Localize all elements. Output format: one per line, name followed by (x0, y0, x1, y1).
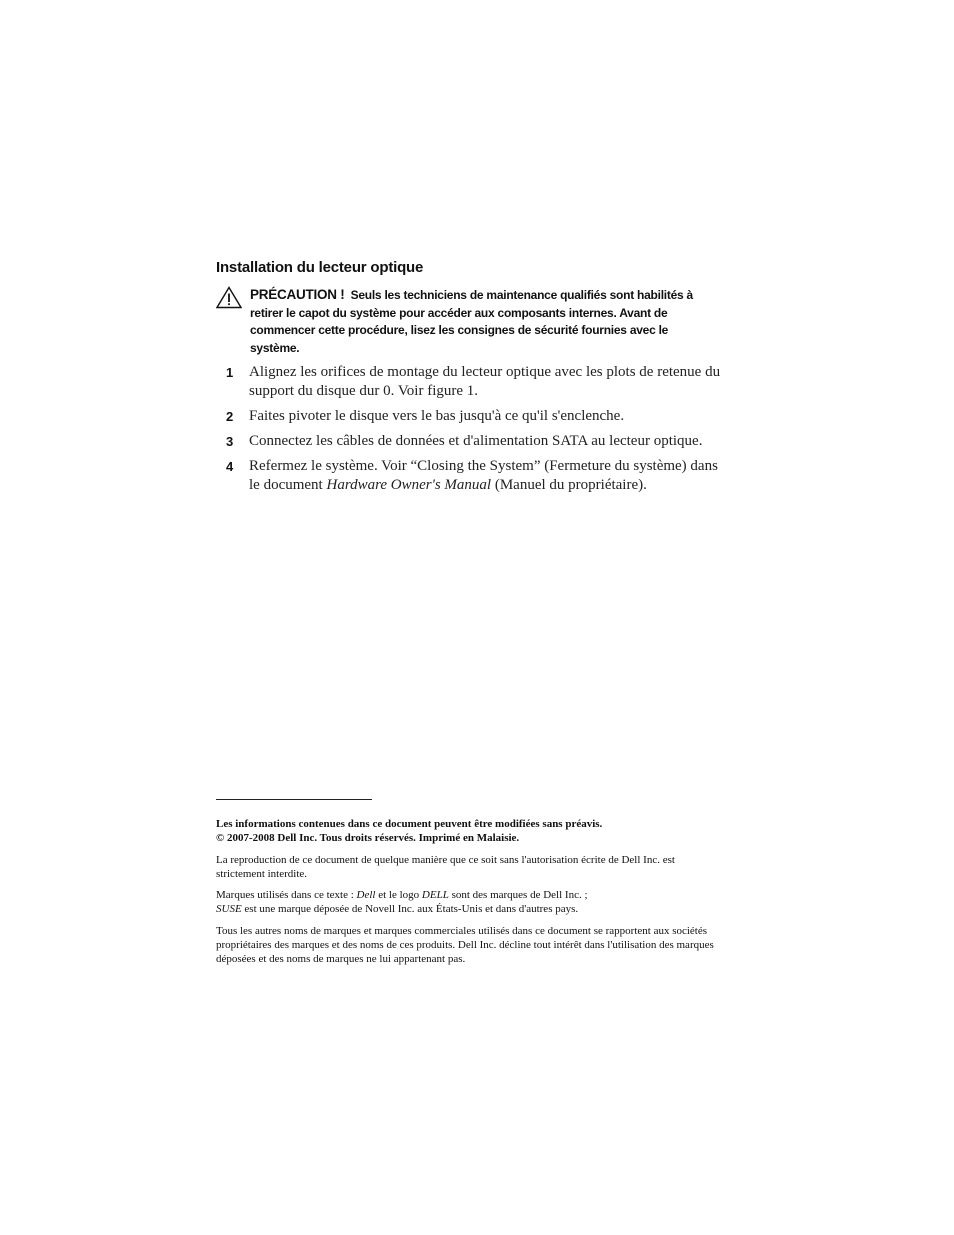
caution-text-block (250, 286, 720, 357)
step-number: 2 (226, 409, 234, 424)
step-number: 1 (226, 365, 234, 380)
trademark-suse: SUSE (216, 903, 242, 916)
step-number: 3 (226, 434, 234, 449)
caution-message: Seuls les techniciens de maintenance qualifiés sont habilités à retirer le capot du système pour accéder aux composants internes. Avant de commencer cette procédure, lisez les consignes de sécurité fournies avec le système. (250, 288, 693, 355)
footnote-divider (216, 799, 372, 800)
legal-bold-block (216, 817, 726, 846)
trademarks-prefix: Marques utilisés dans ce texte : (216, 889, 357, 902)
step-text: Alignez les orifices de montage du lecteur optique avec les plots de retenue du support du disque dur 0. Voir figure 1. (249, 364, 721, 399)
step-item (216, 457, 726, 495)
step-text: Faites pivoter le disque vers le bas jusqu'à ce qu'il s'enclenche. (249, 408, 625, 424)
trademarks-middle: et le logo (375, 889, 422, 902)
manual-title: Hardware Owner's Manual (326, 477, 492, 493)
legal-change-notice: Les informations contenues dans ce document peuvent être modifiées sans préavis. (216, 818, 603, 830)
step-item (216, 363, 726, 401)
section-heading: Installation du lecteur optique (216, 259, 424, 276)
copyright-line: © 2007-2008 Dell Inc. Tous droits réservés. Imprimé en Malaisie. (216, 832, 520, 845)
trademark-dell: Dell (356, 889, 376, 902)
warning-triangle-icon (216, 286, 242, 309)
other-trademarks-notice: Tous les autres noms de marques et marques commerciales utilisés dans ce document se rapportent aux sociétés propriétaires des marques et des noms de ces produits. Dell Inc. décline tout intérêt dans l'utilisation des marques déposées et des noms de marques ne lui appartenant pas. (216, 924, 714, 966)
step-number: 4 (226, 459, 234, 474)
step-text-part: Refermez le système. Voir “Closing the System” (Fermeture du système) dans le document (249, 458, 718, 493)
installation-steps (216, 363, 726, 501)
legal-notice (216, 817, 726, 974)
step-item (216, 432, 726, 451)
caution-label: PRÉCAUTION ! (250, 287, 345, 302)
trademarks-suffix: sont des marques de Dell Inc. ; (448, 889, 588, 902)
reproduction-notice: La reproduction de ce document de quelque manière que ce soit sans l'autorisation écrite de Dell Inc. est strictement interdite. (216, 853, 675, 880)
step-item (216, 407, 726, 426)
step-text-part: (Manuel du propriétaire). (491, 477, 647, 493)
step-text (249, 457, 726, 495)
suse-text: est une marque déposée de Novell Inc. aux États-Unis et dans d'autres pays. (241, 903, 579, 916)
step-text: Connectez les câbles de données et d'alimentation SATA au lecteur optique. (249, 433, 703, 449)
trademarks-notice (216, 888, 726, 917)
trademark-dell-logo: DELL (421, 889, 449, 902)
